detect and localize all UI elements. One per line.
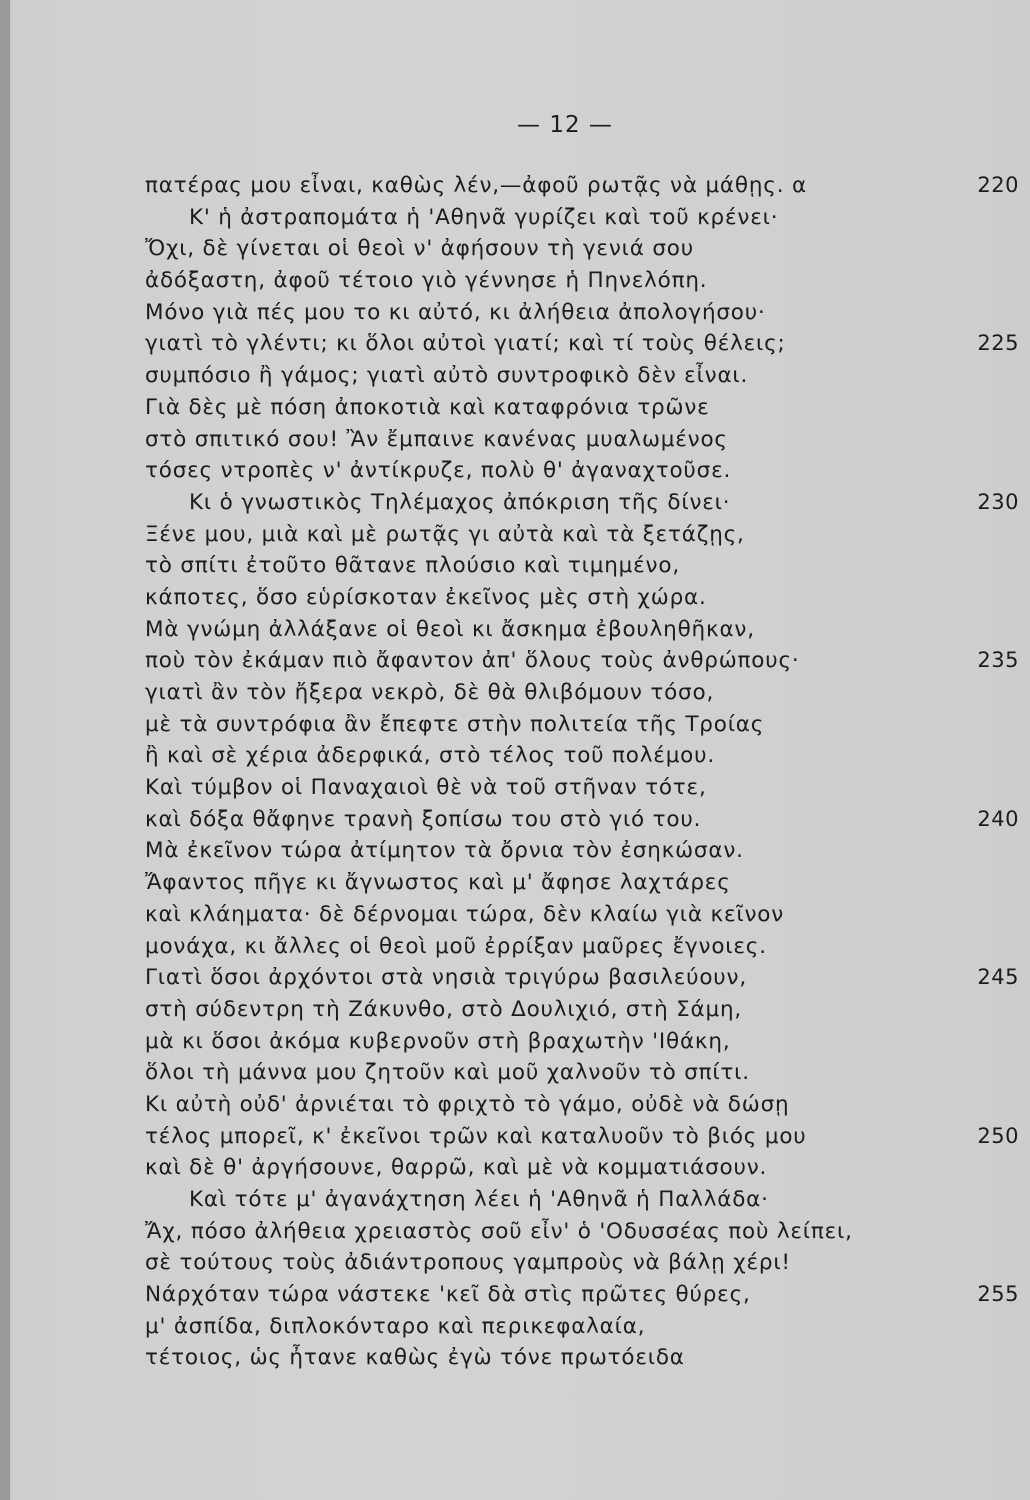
verse-line — [145, 392, 1025, 424]
line-number: 240 — [977, 806, 1019, 831]
verse-text: συμπόσιο ἢ γάμος; γιατὶ αὐτὸ συντροφικὸ δὲν εἶναι. — [145, 363, 749, 389]
verse-line — [145, 772, 1025, 804]
verse-line — [145, 519, 1025, 551]
page-number: — 12 — — [517, 112, 613, 138]
verse-line — [145, 455, 1025, 487]
verse-line — [145, 1279, 1025, 1311]
verse-text: Ἄφαντος πῆγε κι ἄγνωστος καὶ μ' ἄφησε λαχτάρες — [145, 870, 731, 896]
verse-line — [145, 297, 1025, 329]
verse-text: μονάχα, κι ἄλλες οἱ θεοὶ μοῦ ἐρρίξαν μαῦρες ἔγνοιες. — [145, 933, 767, 959]
verse-line — [145, 835, 1025, 867]
verse-text: Γιατὶ ὅσοι ἀρχόντοι στὰ νησιὰ τριγύρω βασιλεύουν, — [145, 965, 747, 991]
verse-text: Γιὰ δὲς μὲ πόση ἀποκοτιὰ καὶ καταφρόνια τρῶνε — [145, 394, 710, 420]
verse-text: Κι αὐτὴ οὐδ' ἀρνιέται τὸ φριχτὸ τὸ γάμο, οὐδὲ νὰ δώσῃ — [145, 1091, 790, 1117]
verse-line — [145, 804, 1025, 836]
verse-text: Μὰ ἐκεῖνον τώρα ἀτίμητον τὰ ὄρνια τὸν ἐσηκώσαν. — [145, 838, 744, 864]
line-number: 250 — [977, 1123, 1019, 1148]
verse-line — [145, 962, 1025, 994]
verse-line — [145, 202, 1025, 234]
verse-text: μὲ τὰ συντρόφια ἂν ἔπεφτε στὴν πολιτεία τῆς Τροίας — [145, 711, 765, 737]
verse-line — [145, 677, 1025, 709]
verse-text: τέλος μπορεῖ, κ' ἐκεῖνοι τρῶν καὶ καταλυοῦν τὸ βιός μου — [145, 1123, 807, 1149]
verse-text: καὶ δὲ θ' ἀργήσουνε, θαρρῶ, καὶ μὲ νὰ κομματιάσουν. — [145, 1155, 768, 1181]
verse-line — [145, 1184, 1025, 1216]
verse-line — [145, 424, 1025, 456]
verse-text: μ' ἀσπίδα, διπλοκόνταρο καὶ περικεφαλαία, — [145, 1313, 646, 1339]
verse-line — [145, 614, 1025, 646]
verse-line — [145, 1121, 1025, 1153]
verse-line — [145, 709, 1025, 741]
verse-text: Μὰ γνώμη ἀλλάξανε οἱ θεοὶ κι ἄσκημα ἐβουληθῆκαν, — [145, 616, 755, 642]
verse-text: ὅλοι τὴ μάννα μου ζητοῦν καὶ μοῦ χαλνοῦν τὸ σπίτι. — [145, 1060, 750, 1086]
verse-text: γιατὶ τὸ γλέντι; κι ὅλοι αὐτοὶ γιατί; καὶ τί τοὺς θέλεις; — [145, 331, 786, 357]
verse-line — [145, 582, 1025, 614]
line-number: 235 — [977, 648, 1019, 673]
verse-line — [145, 170, 1025, 202]
verse-text: Κ' ἡ ἀστραπομάτα ἡ 'Αθηνᾶ γυρίζει καὶ τοῦ κρένει· — [189, 204, 779, 230]
verse-text: ποὺ τὸν ἐκάμαν πιὸ ἄφαντον ἀπ' ὅλους τοὺς ἀνθρώπους· — [145, 648, 800, 674]
verse-text: κάποτες, ὅσο εὑρίσκοταν ἐκεῖνος μὲς στὴ χώρα. — [145, 584, 707, 610]
verse-text: Μόνο γιὰ πές μου το κι αὐτό, κι ἀλήθεια ἀπολογήσου· — [145, 299, 766, 325]
verse-text: σὲ τούτους τοὺς ἀδιάντροπους γαμπροὺς νὰ βάλῃ χέρι! — [145, 1250, 791, 1276]
verse-line — [145, 867, 1025, 899]
verse-text: Καὶ τύμβον οἱ Παναχαιοὶ θὲ νὰ τοῦ στῆναν τότε, — [145, 775, 707, 801]
verse-text: Ὄχι, δὲ γίνεται οἱ θεοὶ ν' ἀφήσουν τὴ γενιά σου — [145, 236, 694, 262]
verse-line — [145, 1342, 1025, 1374]
verse-text: Καὶ τότε μ' ἀγανάχτηση λέει ἡ 'Αθηνᾶ ἡ Παλλάδα· — [189, 1187, 769, 1212]
verse-block — [145, 170, 1025, 1374]
verse-line — [145, 1089, 1025, 1121]
verse-text: τέτοιος, ὡς ἦτανε καθὼς ἐγὼ τόνε πρωτόειδα — [145, 1345, 685, 1371]
line-number: 230 — [977, 489, 1019, 514]
line-number: 245 — [977, 965, 1019, 990]
verse-line — [145, 1311, 1025, 1343]
verse-text: τὸ σπίτι ἐτοῦτο θᾶτανε πλούσιο καὶ τιμημένο, — [145, 553, 680, 579]
line-number: 225 — [977, 331, 1019, 356]
line-number: 220 — [977, 173, 1019, 197]
verse-text: καὶ δόξα θἄφηνε τρανὴ ξοπίσω του στὸ γιό του. — [145, 806, 702, 832]
verse-line — [145, 1057, 1025, 1089]
verse-line — [145, 899, 1025, 931]
verse-text: Κι ὁ γνωστικὸς Τηλέμαχος ἀπόκριση τῆς δίνει· — [189, 489, 731, 515]
verse-line — [145, 645, 1025, 677]
verse-line — [145, 1216, 1025, 1248]
verse-text: μὰ κι ὅσοι ἀκόμα κυβερνοῦν στὴ βραχωτὴν 'Ιθάκη, — [145, 1028, 731, 1054]
verse-text: καὶ κλάηματα· δὲ δέρνομαι τώρα, δὲν κλαίω γιὰ κεῖνον — [145, 901, 785, 927]
verse-text: στὸ σπιτικό σου! Ἂν ἔμπαινε κανένας μυαλωμένος — [145, 426, 728, 452]
verse-text: ἀδόξαστη, ἀφοῦ τέτοιο γιὸ γέννησε ἡ Πηνελόπη. — [145, 268, 708, 294]
verse-line — [145, 487, 1025, 519]
verse-line — [145, 233, 1025, 265]
verse-line — [145, 328, 1025, 360]
verse-line — [145, 550, 1025, 582]
verse-text: τόσες ντροπὲς ν' ἀντίκρυζε, πολὺ θ' ἀγαναχτοῦσε. — [145, 458, 732, 484]
verse-text: γιατὶ ἂν τὸν ἤξερα νεκρὸ, δὲ θὰ θλιβόμουν τόσο, — [145, 680, 715, 705]
verse-line — [145, 931, 1025, 963]
verse-text: Ξένε μου, μιὰ καὶ μὲ ρωτᾷς γι αὐτὰ καὶ τὰ ξετάζῃς, — [145, 521, 745, 547]
verse-text: Ἄχ, πόσο ἀλήθεια χρειαστὸς σοῦ εἶν' ὁ 'Οδυσσέας ποὺ λείπει, — [145, 1218, 853, 1244]
verse-line — [145, 360, 1025, 392]
page-binding-edge — [0, 0, 10, 1500]
verse-line — [145, 265, 1025, 297]
verse-line — [145, 740, 1025, 772]
verse-line — [145, 1247, 1025, 1279]
verse-line — [145, 1152, 1025, 1184]
verse-text: Νάρχόταν τώρα νάστεκε 'κεῖ δὰ στὶς πρῶτες θύρες, — [145, 1282, 751, 1308]
verse-line — [145, 1026, 1025, 1058]
line-number: 255 — [977, 1282, 1019, 1307]
verse-text: πατέρας μου εἶναι, καθὼς λέν,—ἀφοῦ ρωτᾷς νὰ μάθῃς. α — [145, 173, 807, 198]
verse-text: στὴ σύδεντρη τὴ Ζάκυνθο, στὸ Δουλιχιό, στὴ Σάμη, — [145, 996, 743, 1022]
verse-text: ἢ καὶ σὲ χέρια ἀδερφικά, στὸ τέλος τοῦ πολέμου. — [145, 743, 716, 769]
verse-line — [145, 994, 1025, 1026]
